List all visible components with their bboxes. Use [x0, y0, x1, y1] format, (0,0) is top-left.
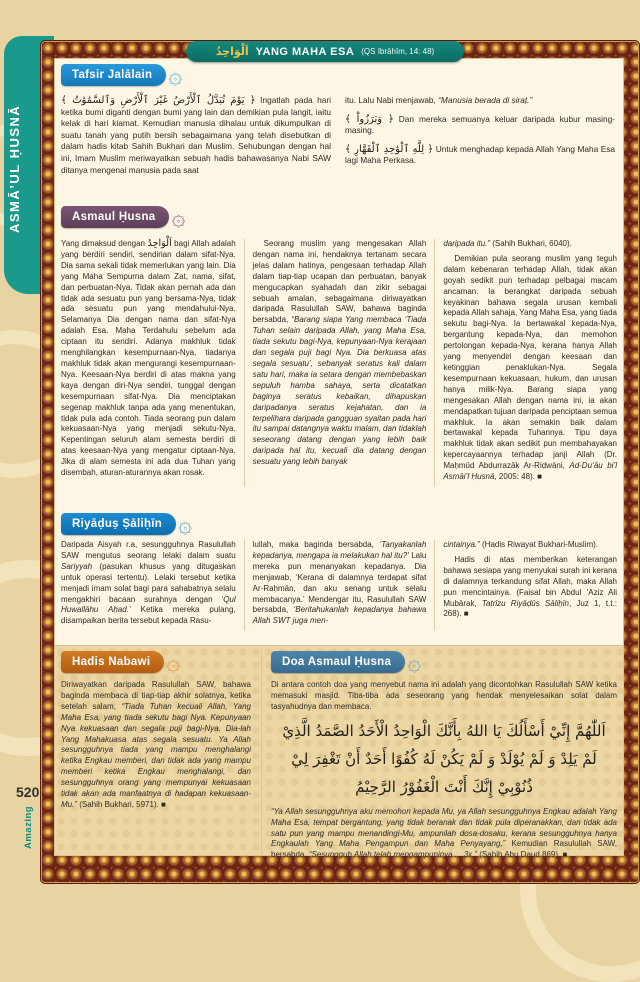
section-title-hadis: Hadis Nabawi [61, 651, 164, 673]
paragraph: daripada itu.” (Sahih Bukhari, 6040). [443, 239, 572, 248]
hadis-nabawi-section [61, 650, 251, 855]
section-banner-asmaul [61, 205, 617, 229]
paragraph: Seorang muslim yang mengesakan Allah dengan nama ini, hendaknya tertanam secara jelas dalam hatinya, pengesaan terhadap Allah dalam tiap-tiap ucapan dan perbuatan, banyak mengucapkan syahadah dan zikir sebagai sebuah amalan, sebagaimana diriwayatkan daripada Rasulullah SAW, bahawa baginda bersabda, “Barang siapa Yang membaca ‘Tiada Tuhan selain daripada Allah, yang Maha Esa, tiada sekutu bagi-Nya, kepunyaan-Nya kerajaan dan segala puji bagi Nya. Dia berkuasa atas segala sesuatu’, sebanyak seratus kali dalam satu hari, maka ia setara dengan membebaskan sepuluh hamba sahaya, serta dicatatkan baginya seratus kebaikan, dihapuskan daripadanya seratus kejahatan, dan ia terpelihara daripada gangguan syaitan pada hari itu sampai datangnya waktu malam, dan tidaklah seseorang datang dengan yang lebih baik daripada hal itu, kecuali dia datang dengan sesuatu yang lebih banyak [252, 239, 427, 467]
arabesque-ornament-icon: ۞ [168, 61, 183, 89]
page-title-banner [186, 41, 464, 62]
paragraph: lullah, maka baginda bersabda, ‘Tanyakanlah kepadanya, mengapa ia melakukan hal itu?’ Lalu mereka pun menanyakan kepadanya. Dia menjawab, ‘Kerana di dalamnya terdapat sifat Ar-Raḥmān, dan aku senang untuk selalu membacanya.’ Mendengar itu, Rasulullah SAW bersabda, ‘Beritahukanlah kepadanya bahawa Allah SWT juga men- [252, 540, 427, 626]
doa-asmaul-husna-section [261, 648, 617, 860]
asmaul-columns [61, 239, 617, 487]
series-brand: Amazing [23, 805, 34, 849]
paragraph: ﴿ وَبَرَزُواْ ﴾ Dan mereka semuanya keluar daripada kubur masing-masing. [345, 113, 615, 136]
bottom-sections-band [55, 645, 623, 860]
section-title-asmaul: Asmaul Ḥusna [61, 206, 169, 228]
tafsir-column-2 [345, 95, 615, 180]
riyadus-column-3 [434, 540, 617, 631]
tafsir-columns [61, 95, 617, 180]
page-title: YANG MAHA ESA [255, 45, 355, 58]
quran-reference: (QS Ibrāhīm, 14: 48) [361, 47, 435, 56]
paragraph: Yang dimaksud dengan اَلْوَاحِدُ bagi Allah adalah yang berdiri sendiri, sendirian dalam sifat-Nya. Dia sama sekali tidak memerlukan yang lain. Dia yang Maha Sempurna dalam Zat, nama, sifat, dan perbuatan-Nya. Tidak akan pernah ada dan tidak ada sesuatu pun yang bersama-Nya, tidak ada sesuatu pun yang mendahului-Nya. Selamanya Dia dengan nama dan sifat-Nya adalah Esa. Maha Terdahulu sebelum ada ciptaan itu sendiri. Adanya makhluk tidak menghilangkan kesempurnaan-Nya, tiadanya makhluk tidak akan mengurangi kesempurnaan-Nya. Keesaan-Nya berdiri di atas makna yang kaya dengan diri-Nya sendiri, tunggal dengan kesempurnaan sifat-Nya. Dia menciptakan segenap makhluk tanpa ada yang menentukan, tidak pula ada contoh. Tiada seorang pun dalam kekuasaan-Nya yang menjadi sekutu-Nya. Kepentingan seluruh alam semesta berdiri di atas keesaan-Nya yang mengatur ciptaan-Nya. Jika di alam semesta ini ada dua Tuhan yang disembah, aturan-aturannya akan rosak. [61, 238, 236, 478]
arabesque-ornament-icon: ۞ [407, 648, 422, 676]
paragraph: Demikian pula seorang muslim yang teguh dalam kebenaran terhadap Allah, tidak akan goyah sedikit pun terhadap pelbagai macam ancaman. Ia berangkat daripada sebuah keyakinan bahawa segala urusan kembali kepada Allah sahaja, Yang Maha Esa, yang tiada sekutu bagi-Nya. Ia bertawakal kepada-Nya, bergantung kepada-Nya, dan memohon pertolongan kepada-Nya, kerana hanya Allah yang menyendiri dengan keesaan dan ketinggian penaklukan-Nya. Segala kesempurnaan kekuasaan, hukum, dan urusan hanya milik-Nya. Barang siapa yang mengesakan Allah dengan nama ini, ia akan mendapatkan tujuan daripada penciptaan semua makhluk. Ia akan semakin baik dalam bertawakal kepada Tuhannya. Tipu daya makhluk tidak akan sedikit pun membahayakan kepercayaannya terhadap janji Allah (Dr. Maḥmūd Abdurrazāk Ar-Riḍwāni, Ad-Du‘āu bi’l Asmāi’l Ḥusnā, 2005: 48). ■ [443, 253, 617, 482]
asmaul-column-2 [244, 239, 427, 487]
paragraph: Daripada Aisyah r.a, sesungguhnya Rasulullah SAW mengutus seorang lelaki dalam suatu Sariyyah (pasukan khusus yang ditugaskan untuk operasi tertentu). Lelaki tersebut ketika menjadi imam solat bagi para sahabatnya selalu mengakhiri bacaan surahnya dengan ‘Qul Huwallāhu Aḥad.’ Ketika mereka pulang, disampaikan berita tersebut kepada Rasu- [61, 540, 236, 626]
asmaul-column-1 [61, 239, 236, 487]
asmaul-column-3 [434, 239, 617, 487]
paragraph: Hadis di atas memberikan keterangan bahawa sesiapa yang menyukai surah ini kerana di dalamnya terkandung sifat Allah, maka Allah pun mencintainya. (Faisal bin Abdul ‘Aziz Ali Mubārak, Taṭrīzu Riyāḍūṣ Ṣāliḥīn, Juz 1, t.t.: 268). ■ [443, 554, 618, 619]
section-title-riyadus: Riyāḍuṣ Ṣāliḥīn [61, 513, 176, 535]
doa-arabic-text: اَللّٰهُمَّ إِنِّيْ أَسْأَلُكَ يَا اللهُ بِأَنَّكَ الْوَاحِدُ الْأَحَدُ الصَّمَدُ الَّذِيْ لَمْ يَلِدْ وَ لَمْ يُوْلَدْ وَ لَمْ يَكُنْ لَهُ كُفُوًا أَحَدٌ أَنْ تَغْفِرَ لِيْ ذُنُوْبِيْ إِنَّكَ أَنْتَ الْغَفُوْرُ الرَّحِيْمُ [282, 721, 606, 796]
riyadus-column-1 [61, 540, 236, 631]
paragraph: cintainya.” (Hadis Riwayat Bukhari-Muslim). [443, 540, 599, 549]
paragraph: ﴿ لِلَّهِ ٱلْوَٰحِدِ ٱلْقَهَّارِ ﴾ Untuk menghadap kepada Allah Yang Maha Esa lagi Maha Perkasa. [345, 143, 615, 166]
section-banner-tafsir [61, 63, 617, 87]
arabesque-ornament-icon: ۞ [178, 510, 193, 538]
section-title-doa: Doa Asmaul Ḥusna [271, 651, 405, 673]
arabesque-ornament-icon: ۞ [166, 648, 181, 676]
section-banner-hadis [61, 650, 251, 674]
chapter-side-tab-label: ASMĀ’UL ḤUSNĀ [7, 104, 22, 234]
arabesque-ornament-icon: ۞ [171, 203, 186, 231]
section-banner-riyadus [61, 512, 291, 536]
tafsir-column-1 [61, 95, 331, 180]
riyadus-columns [61, 540, 617, 631]
section-title-tafsir: Tafsir Jalālain [61, 64, 166, 86]
page-number: 520 [16, 784, 40, 800]
paragraph: ﴿ يَوْمَ تُبَدَّلُ ٱلْأَرْضُ غَيْرَ ٱلْأَرْضِ وَٱلسَّمَٰوَٰتُ ﴾ Ingatlah pada hari ketika bumi diganti dengan bumi yang lain dan demikian pula langit, iaitu kelak di hari kiamat. Kemudian manusia dihalau untuk dikumpulkan di suatu tanah yang putih bersih sebagaimana yang telah disebutkan di dalam hadis kitab Sahih Bukhari dan Muslim. Sehubungan dengan hal ini, Imam Muslim meriwayatkan sebuah hadis bahawasanya Nabi SAW ditanya mengenai manusia pada saat [61, 95, 332, 175]
riyadus-column-2 [244, 540, 427, 631]
paragraph: Diriwayatkan daripada Rasulullah SAW, bahawa baginda membaca di tiap-tiap akhir solatnya, ketika setelah salam, “Tiada Tuhan kecuali Allah, Yang Maha Esa, yang tiada sekutu bagi Nya. Kepunyaan Nya kekuasaan dan segala puji bagi-Nya. Dia-lah Yang Mahakuasa atas segala sesuatu. Ya Allah sesungguhnya tiada yang mampu menghalangi ketika Engkau memberi, dan tidak ada yang mampu memberi ketika Engkau menghalangi, dan sesungguhnya orang yang mempunyai kekuasaan tidak akan ada manfaatnya di hadapan kekuasaan-Mu.” (Sahih Bukhari, 5971). ■ [61, 680, 251, 809]
doa-intro: Di antara contoh doa yang menyebut nama ini adalah yang dicontohkan Rasulullah SAW ketika memasuki masjid. Tiba-tiba ada seseorang yang hendak menyelesaikan solat dalam tasyahudnya dan membaca. [271, 680, 617, 711]
paragraph: itu. Lalu Nabi menjawab, “Manusia berada di ṣiraṭ.” [345, 95, 533, 105]
page-content [54, 58, 624, 860]
section-banner-doa [271, 650, 617, 674]
doa-translation: “Ya Allah sesungguhnya aku memohon kepada Mu, ya Allah sesungguhnya Engkau adalah Yang Maha Esa, tempat bergantung, yang tidak beranak dan tidak pula diperanakkan, dan tidak ada satu pun yang mampu menandingi-Mu, ampunilah dosa-dosaku, kerana sesungguhnya hanya Engkaulah Yang Maha Pengampun dan Maha Penyayang,” Kemudian Rasulullah SAW, bersabda, “Sesungguh Allah telah mengampuninya ....3x.” (Ṣahih Abu Daud 869). ■ [271, 806, 617, 860]
title-arabic-calligraphy: اَلْوَاحِدُ [215, 45, 249, 58]
